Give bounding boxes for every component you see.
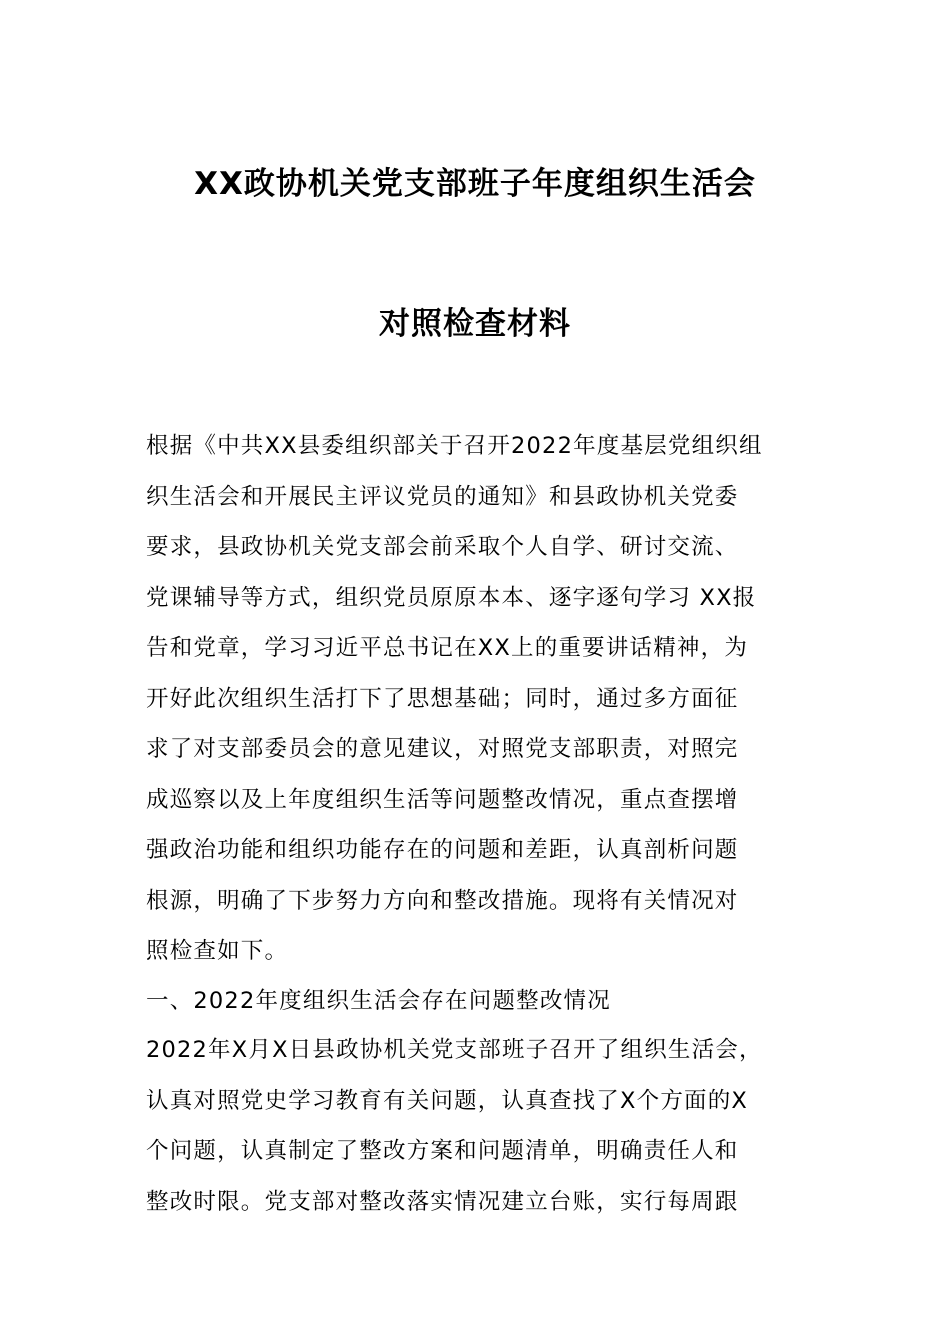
- document-title-line-1: XX政协机关党支部班子年度组织生活会: [194, 166, 756, 202]
- paragraph-line: 求了对支部委员会的意见建议，对照党支部职责，对照完: [146, 736, 739, 762]
- paragraph-line: 党课辅导等方式，组织党员原原本本、逐字逐句学习 XX报: [146, 584, 757, 611]
- paragraph-line: 开好此次组织生活打下了思想基础；同时，通过多方面征: [146, 685, 739, 712]
- paragraph-line: 告和党章，学习习近平总书记在XX上的重要讲话精神，为: [146, 635, 749, 661]
- paragraph-line: 根据《中共XX县委组织部关于召开2022年度基层党组织组: [146, 433, 763, 459]
- paragraph-line: 照检查如下。: [146, 938, 289, 964]
- intro-paragraph: [146, 421, 826, 977]
- paragraph-line: 织生活会和开展民主评议党员的通知》和县政协机关党委: [146, 483, 739, 510]
- paragraph-line: 2022年X月X日县政协机关党支部班子召开了组织生活会，: [146, 1037, 763, 1063]
- paragraph-line: 成巡察以及上年度组织生活等问题整改情况，重点查摆增: [146, 786, 739, 813]
- paragraph-line: 个问题，认真制定了整改方案和问题清单，明确责任人和: [146, 1138, 739, 1164]
- document-title-line-2: 对照检查材料: [379, 306, 571, 342]
- paragraph-line: 根源，明确了下步努力方向和整改措施。现将有关情况对: [146, 887, 739, 914]
- paragraph-line: 整改时限。党支部对整改落实情况建立台账，实行每周跟: [146, 1188, 739, 1215]
- paragraph-line: 认真对照党史学习教育有关问题，认真查找了X个方面的X: [146, 1087, 749, 1114]
- section-1-paragraph: [146, 1025, 826, 1227]
- paragraph-line: 要求，县政协机关党支部会前采取个人自学、研讨交流、: [146, 534, 739, 560]
- paragraph-line: 强政治功能和组织功能存在的问题和差距，认真剖析问题: [146, 837, 739, 863]
- section-1-heading: 一、2022年度组织生活会存在问题整改情况: [146, 988, 611, 1014]
